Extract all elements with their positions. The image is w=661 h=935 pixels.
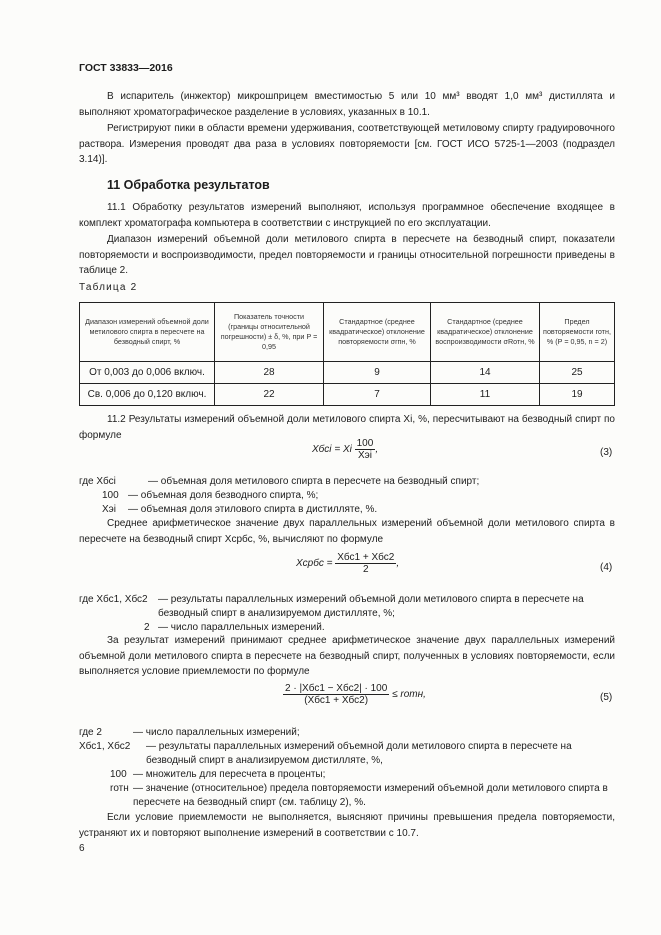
equation-4 — [296, 552, 399, 575]
table-cell: 25 — [540, 362, 615, 384]
table-header-cell: Стандартное (среднее квадратическое) отклонение воспроизводимости σRотн, % — [431, 303, 540, 362]
table-cell: 22 — [215, 384, 324, 406]
eq4-equals: = — [326, 558, 333, 570]
para-11-1: 11.1 Обработку результатов измерений выполняют, используя программное обеспечение входящее в комплект хроматографа компьютера в соответствии с инструкцией по его эксплуатации. — [79, 202, 615, 229]
eq5-rhs: ≤ rотн, — [392, 689, 426, 701]
eq5-fraction — [283, 683, 389, 706]
page-number: 6 — [79, 843, 85, 854]
eq5-denominator: (Xбс1 + Xбс2) — [304, 695, 369, 706]
para-result: За результат измерений принимают среднее арифметическое значение двух параллельных измерений объемной доли метилового спирта в пересчете на безводный спирт, полученных в условиях повторяемости, если выполняется условие приемлемости по формуле — [79, 635, 615, 677]
eq5-def-sym: Xбс1, Xбс2 — [79, 741, 131, 752]
para-final: Если условие приемлемости не выполняется, выясняют причины превышения предела повторяемости, устраняют их и повторяют выполнение измерений в соответствии с 10.7. — [79, 812, 615, 839]
section-title: 11 Обработка результатов — [107, 178, 270, 192]
eq3-fraction — [355, 438, 379, 461]
table-header-cell: Предел повторяемости rотн, % (P = 0,95, n = 2) — [540, 303, 615, 362]
eq4-tail: , — [396, 558, 400, 570]
para-range: Диапазон измерений объемной доли метилового спирта в пересчете на безводный спирт, показатели повторяемости и воспроизводимости, предел повторяемости и границы относительной погрешности приведены в таблице 2. — [79, 234, 615, 276]
table-cell: Св. 0,006 до 0,120 включ. — [80, 384, 215, 406]
table-cell: От 0,003 до 0,006 включ. — [80, 362, 215, 384]
table-row — [80, 384, 615, 406]
para-injector: В испаритель (инжектор) микрошприцем вместимостью 5 или 10 мм³ вводят 1,0 мм³ дистиллята и выполняют хроматографическое разделение в условиях, указанных в 10.1. — [79, 91, 615, 118]
para-11-2: 11.2 Результаты измерений объемной доли метилового спирта Xi, %, пересчитывают на безводный спирт по формуле — [79, 414, 615, 441]
eq4-def-text: — число параллельных измерений. — [158, 622, 325, 633]
eq3-lhs: Xбсi — [312, 444, 332, 456]
eq3-numerator: 100 — [356, 438, 374, 449]
eq5-numerator: 2 · |Xбс1 − Xбс2| · 100 — [285, 683, 388, 694]
eq4-def-sym: где Xбс1, Xбс2 — [79, 594, 148, 605]
table-cell: 9 — [324, 362, 431, 384]
eq5-def-text: — множитель для пересчета в проценты; — [133, 769, 326, 780]
table-2 — [79, 302, 615, 406]
eq4-lhs: Xсрбс — [296, 558, 324, 570]
eq3-number: (3) — [600, 447, 613, 458]
eq5-number: (5) — [600, 692, 613, 703]
eq5-def-sym: 100 — [110, 769, 127, 780]
eq3-def-sym: где Xбсi — [79, 476, 116, 487]
eq3-tail: , — [375, 444, 379, 456]
para-mean: Среднее арифметическое значение двух параллельных измерений объемной доли метилового спирта в пересчете на безводный спирт Xсрбс, %, вычисляют по формуле — [79, 518, 615, 545]
table-header-row — [80, 303, 615, 362]
table-cell: 19 — [540, 384, 615, 406]
eq4-fraction — [335, 552, 396, 575]
eq5-def-text: — значение (относительное) предела повторяемости измерений объемной доли метилового спирта в пересчете на безводный спирт (см. таблицу 2), %. — [133, 783, 608, 808]
eq4-number: (4) — [600, 562, 613, 573]
table-header-cell: Стандартное (среднее квадратическое) отклонение повторяемости σrпн, % — [324, 303, 431, 362]
eq3-denominator: Xэi — [357, 450, 372, 461]
eq4-def-sym: 2 — [144, 622, 150, 633]
table-cell: 28 — [215, 362, 324, 384]
eq5-def-text: — результаты параллельных измерений объемной доли метилового спирта в пересчете на безводный спирт в анализируемом дистилляте, %, — [146, 741, 572, 766]
eq3-def-sym: 100 — [102, 490, 119, 501]
table-caption: Таблица 2 — [79, 282, 138, 293]
eq3-def-sym: Xэi — [102, 504, 116, 515]
document-header: ГОСТ 33833—2016 — [79, 62, 173, 74]
eq5-def-sym: где 2 — [79, 727, 102, 738]
eq3-equals: = — [334, 444, 341, 456]
equation-3 — [312, 438, 378, 461]
eq5-def-text: — число параллельных измерений; — [133, 727, 300, 738]
table-cell: 14 — [431, 362, 540, 384]
eq3-def-text: — объемная доля безводного спирта, %; — [128, 490, 319, 501]
eq4-denominator: 2 — [363, 564, 369, 575]
equation-5 — [283, 683, 426, 706]
eq3-def-text: — объемная доля этилового спирта в дистилляте, %. — [128, 504, 378, 515]
eq5-def-sym: rотн — [110, 783, 129, 794]
table-header-cell: Диапазон измерений объемной доли метилового спирта в пересчете на безводный спирт, % — [80, 303, 215, 362]
eq3-xi: Xi — [342, 444, 352, 456]
eq4-numerator: Xбс1 + Xбс2 — [337, 552, 395, 563]
eq3-def-text: — объемная доля метилового спирта в пересчете на безводный спирт; — [148, 476, 480, 487]
eq4-def-text: — результаты параллельных измерений объемной доли метилового спирта в пересчете на безводный спирт в анализируемом дистилляте, %; — [158, 594, 584, 619]
table-header-cell: Показатель точности (границы относительной погрешности) ± δ, %, при P = 0,95 — [215, 303, 324, 362]
table-cell: 7 — [324, 384, 431, 406]
para-peaks: Регистрируют пики в области времени удерживания, соответствующей метиловому спирту градуировочного раствора. Измерения проводят два раза в условиях повторяемости [см. ГОСТ ИСО 5725-1—2003 (подраздел 3.14)]. — [79, 123, 615, 165]
table-cell: 11 — [431, 384, 540, 406]
table-row — [80, 362, 615, 384]
